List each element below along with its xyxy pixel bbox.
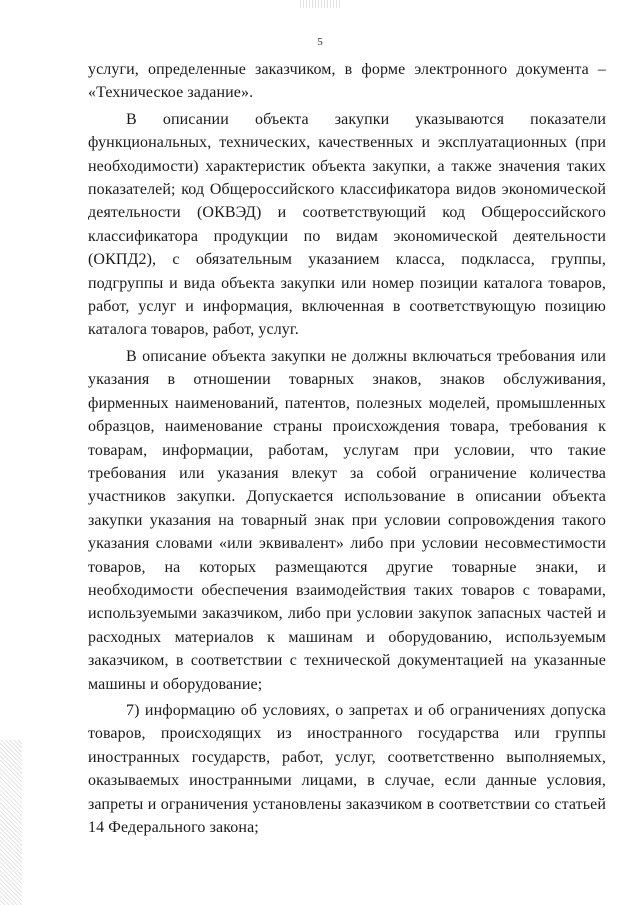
- scan-artifact-top: [300, 0, 340, 8]
- page-number: 5: [317, 36, 323, 48]
- paragraph-object-description: В описании объекта закупки указываются показатели функциональных, технических, качественных и эксплуатационных (при необходимости) характеристик объекта закупки, а также значения таких показателей; код Общероссийского классификатора видов экономической деятельности (ОКВЭД) и соответствующий код Общероссийского классификатора продукции по видам экономической деятельности (ОКПД2), с обязательным указанием класса, подкласса, группы, подгруппы и вида объекта закупки или номер позиции каталога товаров, работ, услуг и информация, включенная в соответствующую позицию каталога товаров, работ, услуг.: [88, 110, 606, 339]
- document-body: [88, 58, 606, 842]
- paragraph-continuation: услуги, определенные заказчиком, в форме электронного документа – «Техническое задание».: [88, 61, 606, 102]
- scan-artifact-edge: [0, 740, 22, 905]
- paragraph-trademark-restrictions: В описание объекта закупки не должны включаться требования или указания в отношении товарных знаков, знаков обслуживания, фирменных наименований, патентов, полезных моделей, промышленных образцов, наименование страны происхождения товара, требования к товарам, информации, работам, услугам при условии, что такие требования или указания влекут за собой ограничение количества участников закупки. Допускается использование в описании объекта закупки указания на товарный знак при условии сопровождения такого указания словами «или эквивалент» либо при условии несовместимости товаров, на которых размещаются другие товарные знаки, и необходимости обеспечения взаимодействия таких товаров с товарами, используемыми заказчиком, либо при условии закупок запасных частей и расходных материалов к машинам и оборудованию, используемым заказчиком, в соответствии с технической документацией на указанные машины и оборудование;: [88, 347, 606, 693]
- paragraph-item-7: 7) информацию об условиях, о запретах и об ограничениях допуска товаров, происходящих из иностранного государства или группы иностранных государств, работ, услуг, соответственно выполняемых, оказываемых иностранными лицами, в случае, если данные условия, запреты и ограничения установлены заказчиком в соответствии со статьей 14 Федерального закона;: [88, 701, 606, 836]
